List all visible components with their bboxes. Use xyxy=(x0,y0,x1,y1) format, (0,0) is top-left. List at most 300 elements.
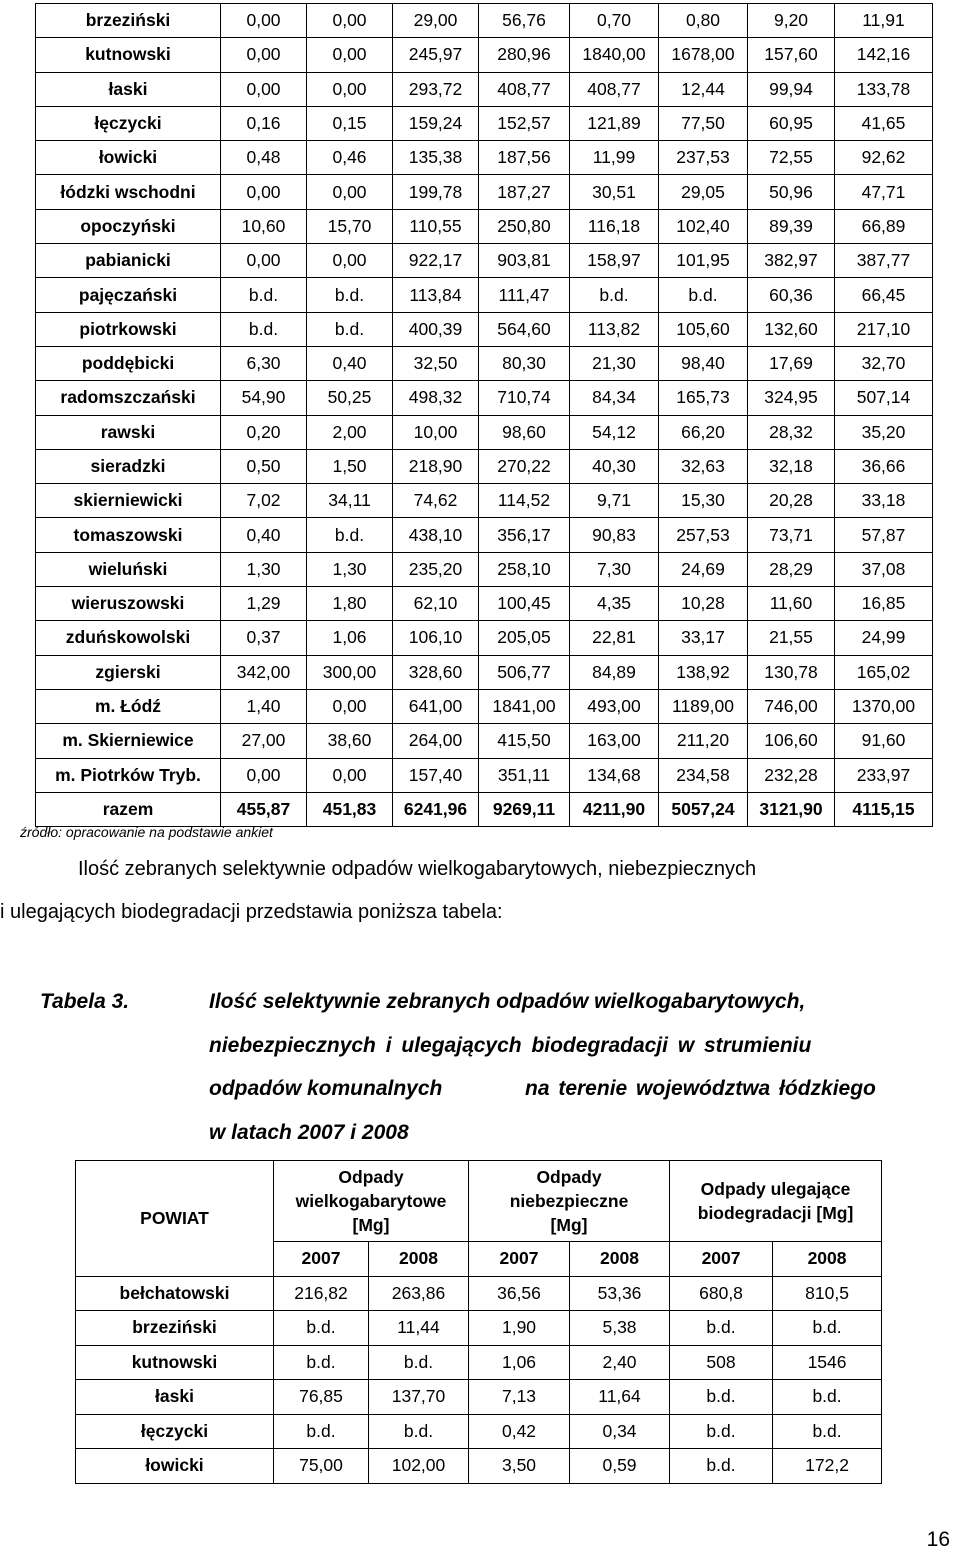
value-cell: 408,77 xyxy=(570,72,659,106)
value-cell: 1,50 xyxy=(307,449,393,483)
value-cell: 32,63 xyxy=(659,449,748,483)
table-row xyxy=(36,244,933,278)
value-cell: 50,25 xyxy=(307,381,393,415)
value-cell: 1840,00 xyxy=(570,38,659,72)
header-bulky-waste: Odpady wielkogabarytowe [Mg] xyxy=(274,1161,469,1242)
value-cell: 11,64 xyxy=(570,1380,670,1415)
county-name-cell: radomszczański xyxy=(36,381,221,415)
value-cell: 400,39 xyxy=(393,312,479,346)
value-cell: 106,10 xyxy=(393,621,479,655)
year-cell: 2007 xyxy=(670,1242,773,1277)
value-cell: 32,50 xyxy=(393,346,479,380)
table-row xyxy=(36,381,933,415)
value-cell: 30,51 xyxy=(570,175,659,209)
value-cell: 232,28 xyxy=(748,758,835,792)
value-cell: b.d. xyxy=(221,312,307,346)
value-cell: 84,34 xyxy=(570,381,659,415)
value-cell: 33,18 xyxy=(835,484,933,518)
table-row xyxy=(36,587,933,621)
value-cell: 257,53 xyxy=(659,518,748,552)
value-cell: 216,82 xyxy=(274,1276,369,1311)
value-cell: 187,27 xyxy=(479,175,570,209)
value-cell: 1,30 xyxy=(221,552,307,586)
table-row xyxy=(36,175,933,209)
table-row xyxy=(36,484,933,518)
table-caption-line-4: w latach 2007 i 2008 xyxy=(209,1121,409,1144)
value-cell: 356,17 xyxy=(479,518,570,552)
value-cell: 10,00 xyxy=(393,415,479,449)
header-hazardous-waste: Odpady niebezpieczne [Mg] xyxy=(469,1161,670,1242)
value-cell: 0,40 xyxy=(307,346,393,380)
value-cell: 157,60 xyxy=(748,38,835,72)
value-cell: 0,15 xyxy=(307,106,393,140)
value-cell: b.d. xyxy=(274,1311,369,1346)
value-cell: 56,76 xyxy=(479,4,570,38)
value-cell: 680,8 xyxy=(670,1276,773,1311)
value-cell: 32,70 xyxy=(835,346,933,380)
value-cell: 53,36 xyxy=(570,1276,670,1311)
value-cell: b.d. xyxy=(307,312,393,346)
value-cell: 1,06 xyxy=(307,621,393,655)
value-cell: 116,18 xyxy=(570,209,659,243)
value-cell: 1,06 xyxy=(469,1345,570,1380)
value-cell: 810,5 xyxy=(773,1276,882,1311)
value-cell: b.d. xyxy=(670,1449,773,1484)
value-cell: 16,85 xyxy=(835,587,933,621)
value-cell: 22,81 xyxy=(570,621,659,655)
value-cell: 121,89 xyxy=(570,106,659,140)
value-cell: 0,00 xyxy=(307,689,393,723)
value-cell: 0,37 xyxy=(221,621,307,655)
value-cell: b.d. xyxy=(274,1414,369,1449)
county-name-cell: łódzki wschodni xyxy=(36,175,221,209)
value-cell: 351,11 xyxy=(479,758,570,792)
value-cell: 130,78 xyxy=(748,655,835,689)
value-cell: 60,95 xyxy=(748,106,835,140)
table-caption-label: Tabela 3. xyxy=(40,990,130,1013)
selective-waste-table xyxy=(75,1160,882,1484)
value-cell: 217,10 xyxy=(835,312,933,346)
table-caption-line-1: Ilość selektywnie zebranych odpadów wielkogabarytowych, xyxy=(209,990,806,1013)
value-cell: 0,00 xyxy=(307,38,393,72)
value-cell: 21,55 xyxy=(748,621,835,655)
table-caption-line-2: niebezpiecznych i ulegających biodegradacji w strumieniu xyxy=(209,1034,812,1057)
value-cell: b.d. xyxy=(274,1345,369,1380)
county-name-cell: pabianicki xyxy=(36,244,221,278)
table-row xyxy=(36,792,933,826)
value-cell: 0,00 xyxy=(221,244,307,278)
value-cell: 50,96 xyxy=(748,175,835,209)
value-cell: 74,62 xyxy=(393,484,479,518)
value-cell: 0,34 xyxy=(570,1414,670,1449)
county-name-cell: kutnowski xyxy=(36,38,221,72)
value-cell: 66,89 xyxy=(835,209,933,243)
paragraph-line-2: i ulegających biodegradacji przedstawia poniższa tabela: xyxy=(0,901,503,923)
value-cell: 263,86 xyxy=(369,1276,469,1311)
value-cell: 3,50 xyxy=(469,1449,570,1484)
value-cell: 105,60 xyxy=(659,312,748,346)
table-row xyxy=(36,141,933,175)
value-cell: 11,99 xyxy=(570,141,659,175)
value-cell: 300,00 xyxy=(307,655,393,689)
value-cell: 387,77 xyxy=(835,244,933,278)
value-cell: 33,17 xyxy=(659,621,748,655)
header-powiat: POWIAT xyxy=(76,1161,274,1277)
county-name-cell: wieruszowski xyxy=(36,587,221,621)
value-cell: 36,56 xyxy=(469,1276,570,1311)
value-cell: 76,85 xyxy=(274,1380,369,1415)
table-row xyxy=(36,312,933,346)
value-cell: 84,89 xyxy=(570,655,659,689)
value-cell: b.d. xyxy=(773,1380,882,1415)
table-row xyxy=(36,278,933,312)
county-name-cell: łowicki xyxy=(36,141,221,175)
value-cell: 110,55 xyxy=(393,209,479,243)
table-row xyxy=(36,724,933,758)
table-row xyxy=(76,1449,882,1484)
value-cell: 101,95 xyxy=(659,244,748,278)
value-cell: 0,00 xyxy=(307,758,393,792)
county-name-cell: brzeziński xyxy=(36,4,221,38)
value-cell: 11,60 xyxy=(748,587,835,621)
value-cell: 11,91 xyxy=(835,4,933,38)
value-cell: 62,10 xyxy=(393,587,479,621)
value-cell: 0,00 xyxy=(307,72,393,106)
value-cell: 4115,15 xyxy=(835,792,933,826)
value-cell: 90,83 xyxy=(570,518,659,552)
value-cell: 102,40 xyxy=(659,209,748,243)
value-cell: 382,97 xyxy=(748,244,835,278)
value-cell: 35,20 xyxy=(835,415,933,449)
table-row xyxy=(36,655,933,689)
value-cell: 17,69 xyxy=(748,346,835,380)
value-cell: 15,30 xyxy=(659,484,748,518)
value-cell: 2,40 xyxy=(570,1345,670,1380)
county-name-cell: łaski xyxy=(76,1380,274,1415)
value-cell: 245,97 xyxy=(393,38,479,72)
value-cell: 0,50 xyxy=(221,449,307,483)
value-cell: 60,36 xyxy=(748,278,835,312)
value-cell: 27,00 xyxy=(221,724,307,758)
value-cell: 9,20 xyxy=(748,4,835,38)
county-name-cell: brzeziński xyxy=(76,1311,274,1346)
value-cell: 37,08 xyxy=(835,552,933,586)
value-cell: 38,60 xyxy=(307,724,393,758)
table-row xyxy=(76,1380,882,1415)
county-name-cell: skierniewicki xyxy=(36,484,221,518)
value-cell: 111,47 xyxy=(479,278,570,312)
value-cell: b.d. xyxy=(773,1414,882,1449)
value-cell: 100,45 xyxy=(479,587,570,621)
value-cell: 0,00 xyxy=(307,244,393,278)
value-cell: 342,00 xyxy=(221,655,307,689)
value-cell: 922,17 xyxy=(393,244,479,278)
value-cell: 0,00 xyxy=(307,4,393,38)
value-cell: 507,14 xyxy=(835,381,933,415)
table-row xyxy=(36,689,933,723)
value-cell: 41,65 xyxy=(835,106,933,140)
table-row xyxy=(36,346,933,380)
table-row xyxy=(36,758,933,792)
value-cell: 293,72 xyxy=(393,72,479,106)
value-cell: 0,70 xyxy=(570,4,659,38)
value-cell: 6,30 xyxy=(221,346,307,380)
value-cell: 91,60 xyxy=(835,724,933,758)
value-cell: 21,30 xyxy=(570,346,659,380)
value-cell: 47,71 xyxy=(835,175,933,209)
year-cell: 2008 xyxy=(773,1242,882,1277)
value-cell: 73,71 xyxy=(748,518,835,552)
value-cell: 280,96 xyxy=(479,38,570,72)
table-row xyxy=(36,518,933,552)
value-cell: 172,2 xyxy=(773,1449,882,1484)
value-cell: 92,62 xyxy=(835,141,933,175)
value-cell: 114,52 xyxy=(479,484,570,518)
value-cell: 66,20 xyxy=(659,415,748,449)
table-row xyxy=(36,106,933,140)
value-cell: 1370,00 xyxy=(835,689,933,723)
value-cell: 34,11 xyxy=(307,484,393,518)
value-cell: 199,78 xyxy=(393,175,479,209)
value-cell: 29,05 xyxy=(659,175,748,209)
value-cell: 36,66 xyxy=(835,449,933,483)
value-cell: 408,77 xyxy=(479,72,570,106)
value-cell: 0,48 xyxy=(221,141,307,175)
value-cell: 451,83 xyxy=(307,792,393,826)
county-name-cell: m. Piotrków Tryb. xyxy=(36,758,221,792)
table-row xyxy=(36,72,933,106)
value-cell: 132,60 xyxy=(748,312,835,346)
value-cell: 455,87 xyxy=(221,792,307,826)
value-cell: 158,97 xyxy=(570,244,659,278)
value-cell: 113,82 xyxy=(570,312,659,346)
value-cell: 0,46 xyxy=(307,141,393,175)
table-row xyxy=(76,1414,882,1449)
value-cell: 328,60 xyxy=(393,655,479,689)
county-name-cell: łaski xyxy=(36,72,221,106)
table-caption-line-3a: odpadów komunalnych xyxy=(209,1077,443,1100)
value-cell: 99,94 xyxy=(748,72,835,106)
value-cell: 32,18 xyxy=(748,449,835,483)
value-cell: 2,00 xyxy=(307,415,393,449)
value-cell: 10,60 xyxy=(221,209,307,243)
value-cell: 9,71 xyxy=(570,484,659,518)
county-name-cell: wieluński xyxy=(36,552,221,586)
value-cell: 12,44 xyxy=(659,72,748,106)
value-cell: 506,77 xyxy=(479,655,570,689)
value-cell: 11,44 xyxy=(369,1311,469,1346)
county-name-cell: m. Łódź xyxy=(36,689,221,723)
value-cell: 165,73 xyxy=(659,381,748,415)
value-cell: 0,00 xyxy=(221,175,307,209)
table-row xyxy=(36,552,933,586)
value-cell: 24,99 xyxy=(835,621,933,655)
value-cell: 0,16 xyxy=(221,106,307,140)
value-cell: 54,12 xyxy=(570,415,659,449)
value-cell: 133,78 xyxy=(835,72,933,106)
value-cell: 264,00 xyxy=(393,724,479,758)
value-cell: 57,87 xyxy=(835,518,933,552)
value-cell: 1,40 xyxy=(221,689,307,723)
value-cell: 40,30 xyxy=(570,449,659,483)
value-cell: 66,45 xyxy=(835,278,933,312)
value-cell: 89,39 xyxy=(748,209,835,243)
county-name-cell: tomaszowski xyxy=(36,518,221,552)
value-cell: 237,53 xyxy=(659,141,748,175)
table-row xyxy=(36,415,933,449)
value-cell: 7,02 xyxy=(221,484,307,518)
value-cell: 75,00 xyxy=(274,1449,369,1484)
value-cell: 0,00 xyxy=(221,72,307,106)
value-cell: 218,90 xyxy=(393,449,479,483)
value-cell: 28,32 xyxy=(748,415,835,449)
county-name-cell: opoczyński xyxy=(36,209,221,243)
value-cell: b.d. xyxy=(659,278,748,312)
value-cell: 493,00 xyxy=(570,689,659,723)
paragraph-line-1: Ilość zebranych selektywnie odpadów wielkogabarytowych, niebezpiecznych xyxy=(78,858,757,880)
value-cell: 159,24 xyxy=(393,106,479,140)
county-name-cell: rawski xyxy=(36,415,221,449)
value-cell: b.d. xyxy=(369,1345,469,1380)
value-cell: 710,74 xyxy=(479,381,570,415)
page-number: 16 xyxy=(926,1528,950,1551)
value-cell: 9269,11 xyxy=(479,792,570,826)
value-cell: 80,30 xyxy=(479,346,570,380)
value-cell: b.d. xyxy=(221,278,307,312)
value-cell: 137,70 xyxy=(369,1380,469,1415)
value-cell: 0,80 xyxy=(659,4,748,38)
value-cell: 270,22 xyxy=(479,449,570,483)
value-cell: 0,20 xyxy=(221,415,307,449)
value-cell: 142,16 xyxy=(835,38,933,72)
table-row xyxy=(36,449,933,483)
county-name-cell: sieradzki xyxy=(36,449,221,483)
value-cell: 564,60 xyxy=(479,312,570,346)
value-cell: 746,00 xyxy=(748,689,835,723)
value-cell: 135,38 xyxy=(393,141,479,175)
year-cell: 2007 xyxy=(274,1242,369,1277)
value-cell: 98,40 xyxy=(659,346,748,380)
value-cell: b.d. xyxy=(570,278,659,312)
value-cell: 211,20 xyxy=(659,724,748,758)
value-cell: 0,42 xyxy=(469,1414,570,1449)
value-cell: 0,00 xyxy=(307,175,393,209)
value-cell: b.d. xyxy=(670,1380,773,1415)
value-cell: 5057,24 xyxy=(659,792,748,826)
header-biodegradable-waste: Odpady ulegające biodegradacji [Mg] xyxy=(670,1161,882,1242)
value-cell: 10,28 xyxy=(659,587,748,621)
value-cell: b.d. xyxy=(773,1311,882,1346)
value-cell: 165,02 xyxy=(835,655,933,689)
value-cell: 24,69 xyxy=(659,552,748,586)
value-cell: 0,40 xyxy=(221,518,307,552)
value-cell: 234,58 xyxy=(659,758,748,792)
value-cell: 498,32 xyxy=(393,381,479,415)
value-cell: b.d. xyxy=(307,518,393,552)
value-cell: 0,00 xyxy=(221,38,307,72)
value-cell: 6241,96 xyxy=(393,792,479,826)
value-cell: 205,05 xyxy=(479,621,570,655)
year-cell: 2007 xyxy=(469,1242,570,1277)
value-cell: 641,00 xyxy=(393,689,479,723)
year-cell: 2008 xyxy=(570,1242,670,1277)
value-cell: 1189,00 xyxy=(659,689,748,723)
county-name-cell: bełchatowski xyxy=(76,1276,274,1311)
county-name-cell: poddębicki xyxy=(36,346,221,380)
value-cell: 77,50 xyxy=(659,106,748,140)
value-cell: 1,30 xyxy=(307,552,393,586)
table-row xyxy=(36,209,933,243)
table-row xyxy=(36,621,933,655)
county-name-cell: zduńskowolski xyxy=(36,621,221,655)
value-cell: 1841,00 xyxy=(479,689,570,723)
value-cell: b.d. xyxy=(670,1414,773,1449)
value-cell: b.d. xyxy=(670,1311,773,1346)
value-cell: 1678,00 xyxy=(659,38,748,72)
value-cell: 1,90 xyxy=(469,1311,570,1346)
value-cell: 4211,90 xyxy=(570,792,659,826)
value-cell: 7,30 xyxy=(570,552,659,586)
value-cell: 4,35 xyxy=(570,587,659,621)
value-cell: 250,80 xyxy=(479,209,570,243)
county-name-cell: m. Skierniewice xyxy=(36,724,221,758)
value-cell: 152,57 xyxy=(479,106,570,140)
value-cell: 98,60 xyxy=(479,415,570,449)
value-cell: 7,13 xyxy=(469,1380,570,1415)
value-cell: 3121,90 xyxy=(748,792,835,826)
value-cell: 187,56 xyxy=(479,141,570,175)
table-row xyxy=(36,4,933,38)
value-cell: 508 xyxy=(670,1345,773,1380)
value-cell: 233,97 xyxy=(835,758,933,792)
value-cell: 15,70 xyxy=(307,209,393,243)
value-cell: 54,90 xyxy=(221,381,307,415)
county-name-cell: razem xyxy=(36,792,221,826)
table-row xyxy=(36,38,933,72)
table-row xyxy=(76,1311,882,1346)
county-name-cell: łęczycki xyxy=(76,1414,274,1449)
value-cell: 903,81 xyxy=(479,244,570,278)
value-cell: 163,00 xyxy=(570,724,659,758)
county-name-cell: łowicki xyxy=(76,1449,274,1484)
table-header-row xyxy=(76,1161,882,1242)
table-row xyxy=(76,1276,882,1311)
value-cell: 113,84 xyxy=(393,278,479,312)
value-cell: 20,28 xyxy=(748,484,835,518)
county-name-cell: pajęczański xyxy=(36,278,221,312)
value-cell: 438,10 xyxy=(393,518,479,552)
table-caption-line-3b: na terenie województwa łódzkiego xyxy=(525,1077,876,1100)
value-cell: 134,68 xyxy=(570,758,659,792)
value-cell: 29,00 xyxy=(393,4,479,38)
value-cell: 72,55 xyxy=(748,141,835,175)
value-cell: 1546 xyxy=(773,1345,882,1380)
value-cell: 5,38 xyxy=(570,1311,670,1346)
value-cell: b.d. xyxy=(369,1414,469,1449)
value-cell: 28,29 xyxy=(748,552,835,586)
county-name-cell: kutnowski xyxy=(76,1345,274,1380)
value-cell: 1,80 xyxy=(307,587,393,621)
year-cell: 2008 xyxy=(369,1242,469,1277)
value-cell: 0,00 xyxy=(221,758,307,792)
value-cell: 324,95 xyxy=(748,381,835,415)
value-cell: 102,00 xyxy=(369,1449,469,1484)
value-cell: 0,00 xyxy=(221,4,307,38)
table-row xyxy=(76,1345,882,1380)
waste-table-by-county xyxy=(35,3,933,827)
county-name-cell: zgierski xyxy=(36,655,221,689)
value-cell: 157,40 xyxy=(393,758,479,792)
